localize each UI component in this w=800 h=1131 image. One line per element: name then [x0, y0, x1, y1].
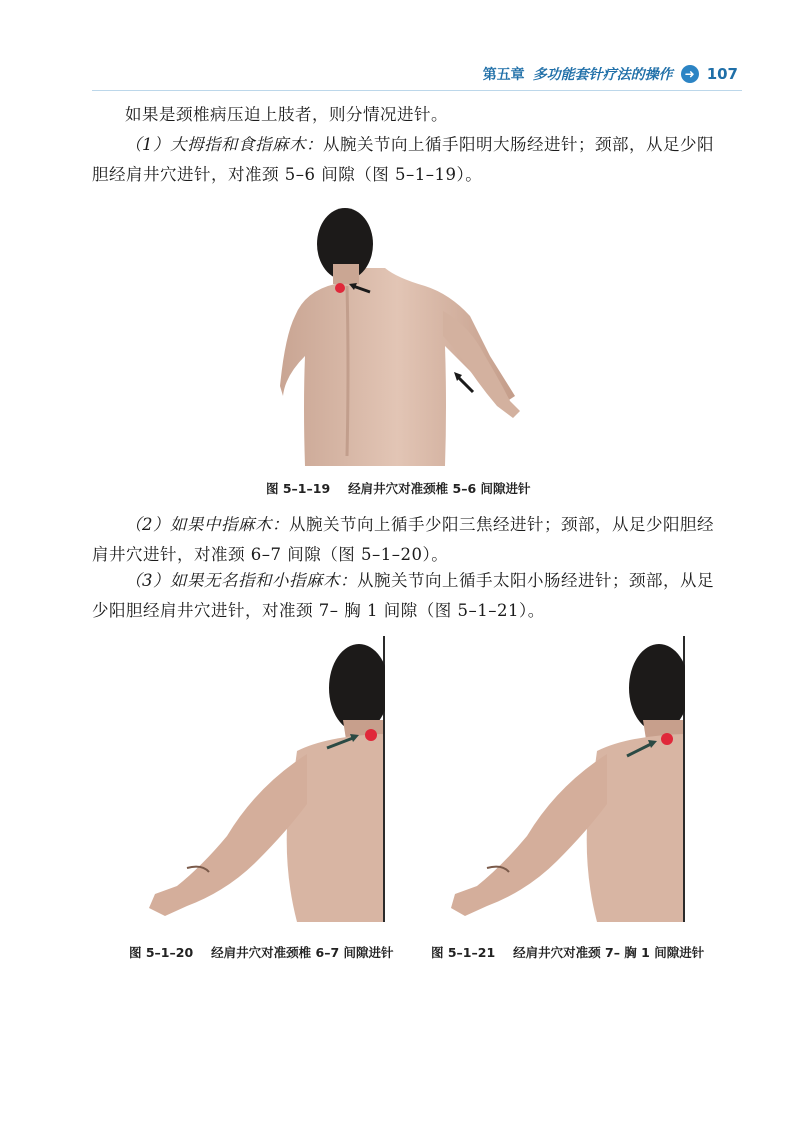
paragraph-4-lead: （3）如果无名指和小指麻木：: [125, 571, 357, 590]
paragraph-1: 如果是颈椎病压迫上肢者，则分情况进针。: [125, 105, 448, 124]
figure-5-1-20-photo: [147, 636, 385, 922]
figure-5-1-19-photo: [275, 206, 525, 466]
figure-caption-text: 经肩井穴对准颈椎 6–7 间隙进针: [211, 945, 394, 960]
figure-number: 图 5–1–20: [129, 945, 194, 960]
paragraph-2-lead: （1）大拇指和食指麻木：: [125, 135, 323, 154]
paragraph-2-body: 从腕关节向上循手阳明大肠经进针；颈部，从足少阳胆经肩井穴进针，对准颈 5–6 间隙（图 5–1–19）。: [92, 135, 714, 184]
page-header: [483, 64, 738, 84]
figure-number: 图 5–1–19: [266, 481, 331, 496]
paragraph-4: [92, 566, 722, 626]
header-divider: [92, 90, 742, 91]
figure-5-1-21-caption: [431, 943, 704, 961]
paragraph-3-lead: （2）如果中指麻木：: [125, 515, 289, 534]
acupoint-marker: [365, 729, 377, 741]
chapter-title: 多功能套针疗法的操作: [532, 67, 673, 83]
arrow-right-icon: ➜: [681, 65, 699, 83]
acupoint-marker: [661, 733, 673, 745]
paragraph-4-body: 从腕关节向上循手太阳小肠经进针；颈部，从足少阳胆经肩井穴进针，对准颈 7– 胸 1 间隙（图 5–1–21）。: [92, 571, 714, 620]
paragraph-3: [92, 510, 722, 570]
figure-5-1-20-caption: [129, 943, 394, 961]
acupoint-marker: [335, 283, 345, 293]
figure-5-1-19-caption: [266, 479, 531, 497]
figure-caption-text: 经肩井穴对准颈 7– 胸 1 间隙进针: [513, 945, 705, 960]
figure-number: 图 5–1–21: [431, 945, 496, 960]
paragraph-2: [92, 130, 722, 190]
figure-5-1-21-photo: [451, 636, 685, 922]
chapter-label: 第五章: [482, 67, 525, 83]
page-number: 107: [706, 65, 738, 83]
paragraph-3-body: 从腕关节向上循手少阳三焦经进针；颈部，从足少阳胆经肩井穴进针，对准颈 6–7 间隙（图 5–1–20）。: [92, 515, 714, 564]
figure-caption-text: 经肩井穴对准颈椎 5–6 间隙进针: [348, 481, 531, 496]
